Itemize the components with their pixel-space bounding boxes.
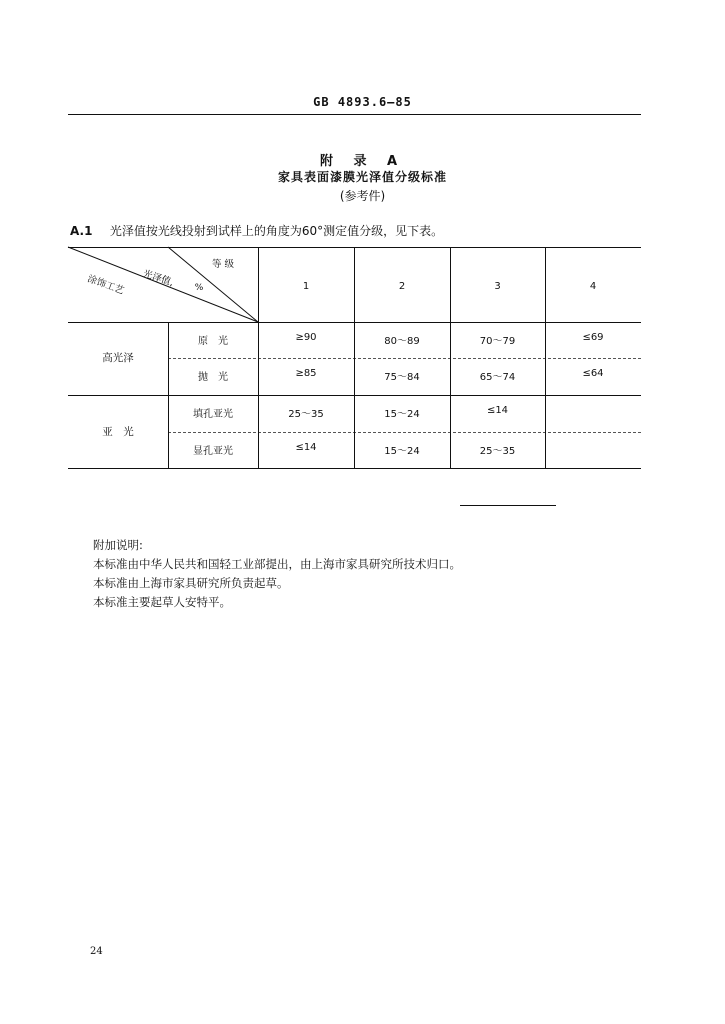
- notes-line: 本标准由中华人民共和国轻工业部提出，由上海市家具研究所技术归口。: [93, 557, 461, 571]
- clause-number: A.1: [70, 224, 93, 238]
- notes-line: 本标准主要起草人安特平。: [93, 595, 231, 609]
- page-number: 24: [90, 946, 103, 957]
- header-rule: [68, 114, 641, 115]
- clause-a1: [70, 222, 443, 239]
- gloss-value-cell: 15～24: [384, 446, 420, 457]
- corner-grade-label: 等 级: [211, 259, 235, 270]
- grade-header-cell: 4: [589, 281, 597, 292]
- appendix-title: 家具表面漆膜光泽值分级标准: [277, 170, 447, 184]
- corner-unit-label: %: [194, 283, 204, 293]
- gloss-value-cell: ≤14: [295, 442, 317, 453]
- group-name: 亚 光: [102, 426, 134, 438]
- process-name: 填孔亚光: [193, 409, 233, 420]
- appendix-note: (参考件): [339, 189, 386, 203]
- end-separator-rule: [460, 505, 556, 506]
- group-name: 高光泽: [102, 352, 134, 364]
- appendix-label: 附 录 A: [319, 154, 406, 169]
- gloss-value-cell: 75～84: [384, 372, 420, 383]
- additional-notes: [93, 536, 461, 612]
- gloss-grade-table: [68, 247, 641, 469]
- process-name: 抛 光: [198, 372, 228, 383]
- notes-heading: 附加说明:: [93, 538, 143, 552]
- gloss-value-cell: ≤64: [582, 368, 604, 379]
- row-divider-high-gloss: [168, 358, 641, 359]
- corner-gloss-label: 光泽值,: [141, 268, 175, 289]
- notes-line: 本标准由上海市家具研究所负责起草。: [93, 576, 289, 590]
- grade-header-cell: 2: [398, 281, 406, 292]
- gloss-value-cell: 15～24: [384, 409, 420, 420]
- gloss-value-cell: 25～35: [479, 446, 516, 457]
- gloss-value-cell: 70～79: [479, 336, 516, 347]
- grade-header-cell: 3: [494, 281, 501, 292]
- gloss-value-cell: ≥90: [295, 332, 317, 343]
- process-name: 显孔亚光: [193, 446, 233, 457]
- standard-code-header: GB 4893.6—85: [313, 95, 412, 109]
- gloss-value-cell: 25～35: [288, 409, 324, 420]
- gloss-value-cell: ≤14: [486, 405, 509, 416]
- gloss-value-cell: ≤69: [582, 332, 604, 343]
- grade-header-cell: 1: [302, 281, 310, 292]
- clause-text: 光泽值按光线投射到试样上的角度为60°测定值分级，见下表。: [109, 224, 444, 238]
- process-name: 原 光: [198, 336, 228, 347]
- row-divider-matte: [168, 432, 641, 433]
- gloss-value-cell: 65～74: [479, 372, 516, 383]
- gloss-value-cell: 80～89: [384, 336, 420, 347]
- corner-process-label: 涂饰工艺: [85, 273, 126, 297]
- gloss-value-cell: ≥85: [295, 368, 317, 379]
